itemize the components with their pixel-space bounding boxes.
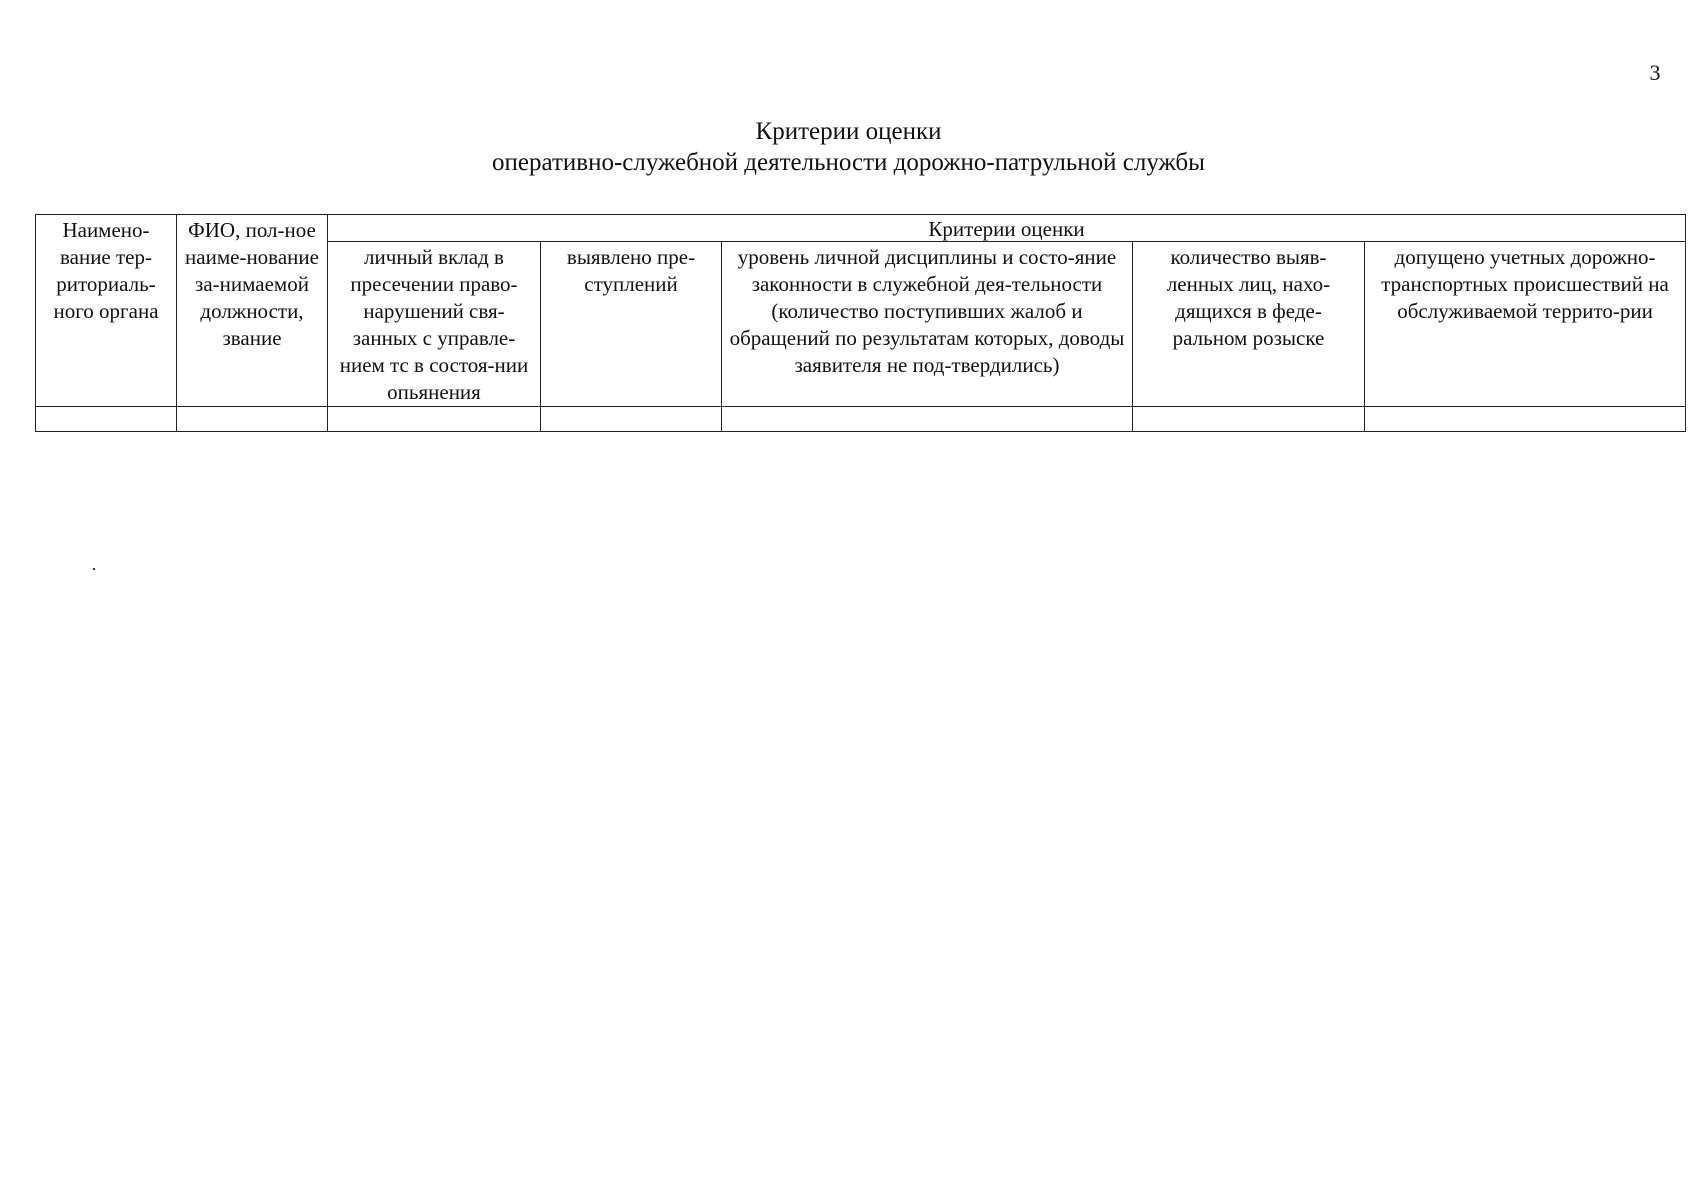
header-criteria-group: Критерии оценки: [328, 215, 1686, 242]
page-number: 3: [1649, 60, 1661, 85]
table-cell: [541, 407, 722, 432]
table-cell: [1133, 407, 1365, 432]
header-full-name-position: ФИО, пол-ное наиме-нование за-нимаемой должности, звание: [177, 215, 328, 407]
table-cell: [328, 407, 541, 432]
table-cell: [722, 407, 1133, 432]
table-cell: [1365, 407, 1686, 432]
title-line-1: Критерии оценки: [755, 118, 942, 145]
table-header-row-1: [36, 215, 1686, 242]
scan-speck: [93, 568, 95, 570]
header-criterion-road-accidents: допущено учетных дорожно-транспортных происшествий на обслуживаемой террито-рии: [1365, 242, 1686, 407]
table-cell: [177, 407, 328, 432]
header-criterion-drunk-driving: личный вклад в пресечении право-нарушений свя-занных с управле-нием тс в состоя-нии опьянения: [328, 242, 541, 407]
title-line-2: оперативно-служебной деятельности дорожно-патрульной службы: [492, 149, 1205, 176]
criteria-table: [35, 214, 1686, 432]
document-title: [0, 116, 1697, 178]
header-criterion-discipline: уровень личной дисциплины и состо-яние законности в служебной дея-тельности (количество поступивших жалоб и обращений по результатам которых, доводы заявителя не под-твердились): [722, 242, 1133, 407]
table-row: [36, 407, 1686, 432]
header-criterion-wanted-persons: количество выяв-ленных лиц, нахо-дящихся в феде-ральном розыске: [1133, 242, 1365, 407]
header-territorial-body: Наимено-вание тер-риториаль-ного органа: [36, 215, 177, 407]
header-criterion-crimes-detected: выявлено пре-ступлений: [541, 242, 722, 407]
table-cell: [36, 407, 177, 432]
